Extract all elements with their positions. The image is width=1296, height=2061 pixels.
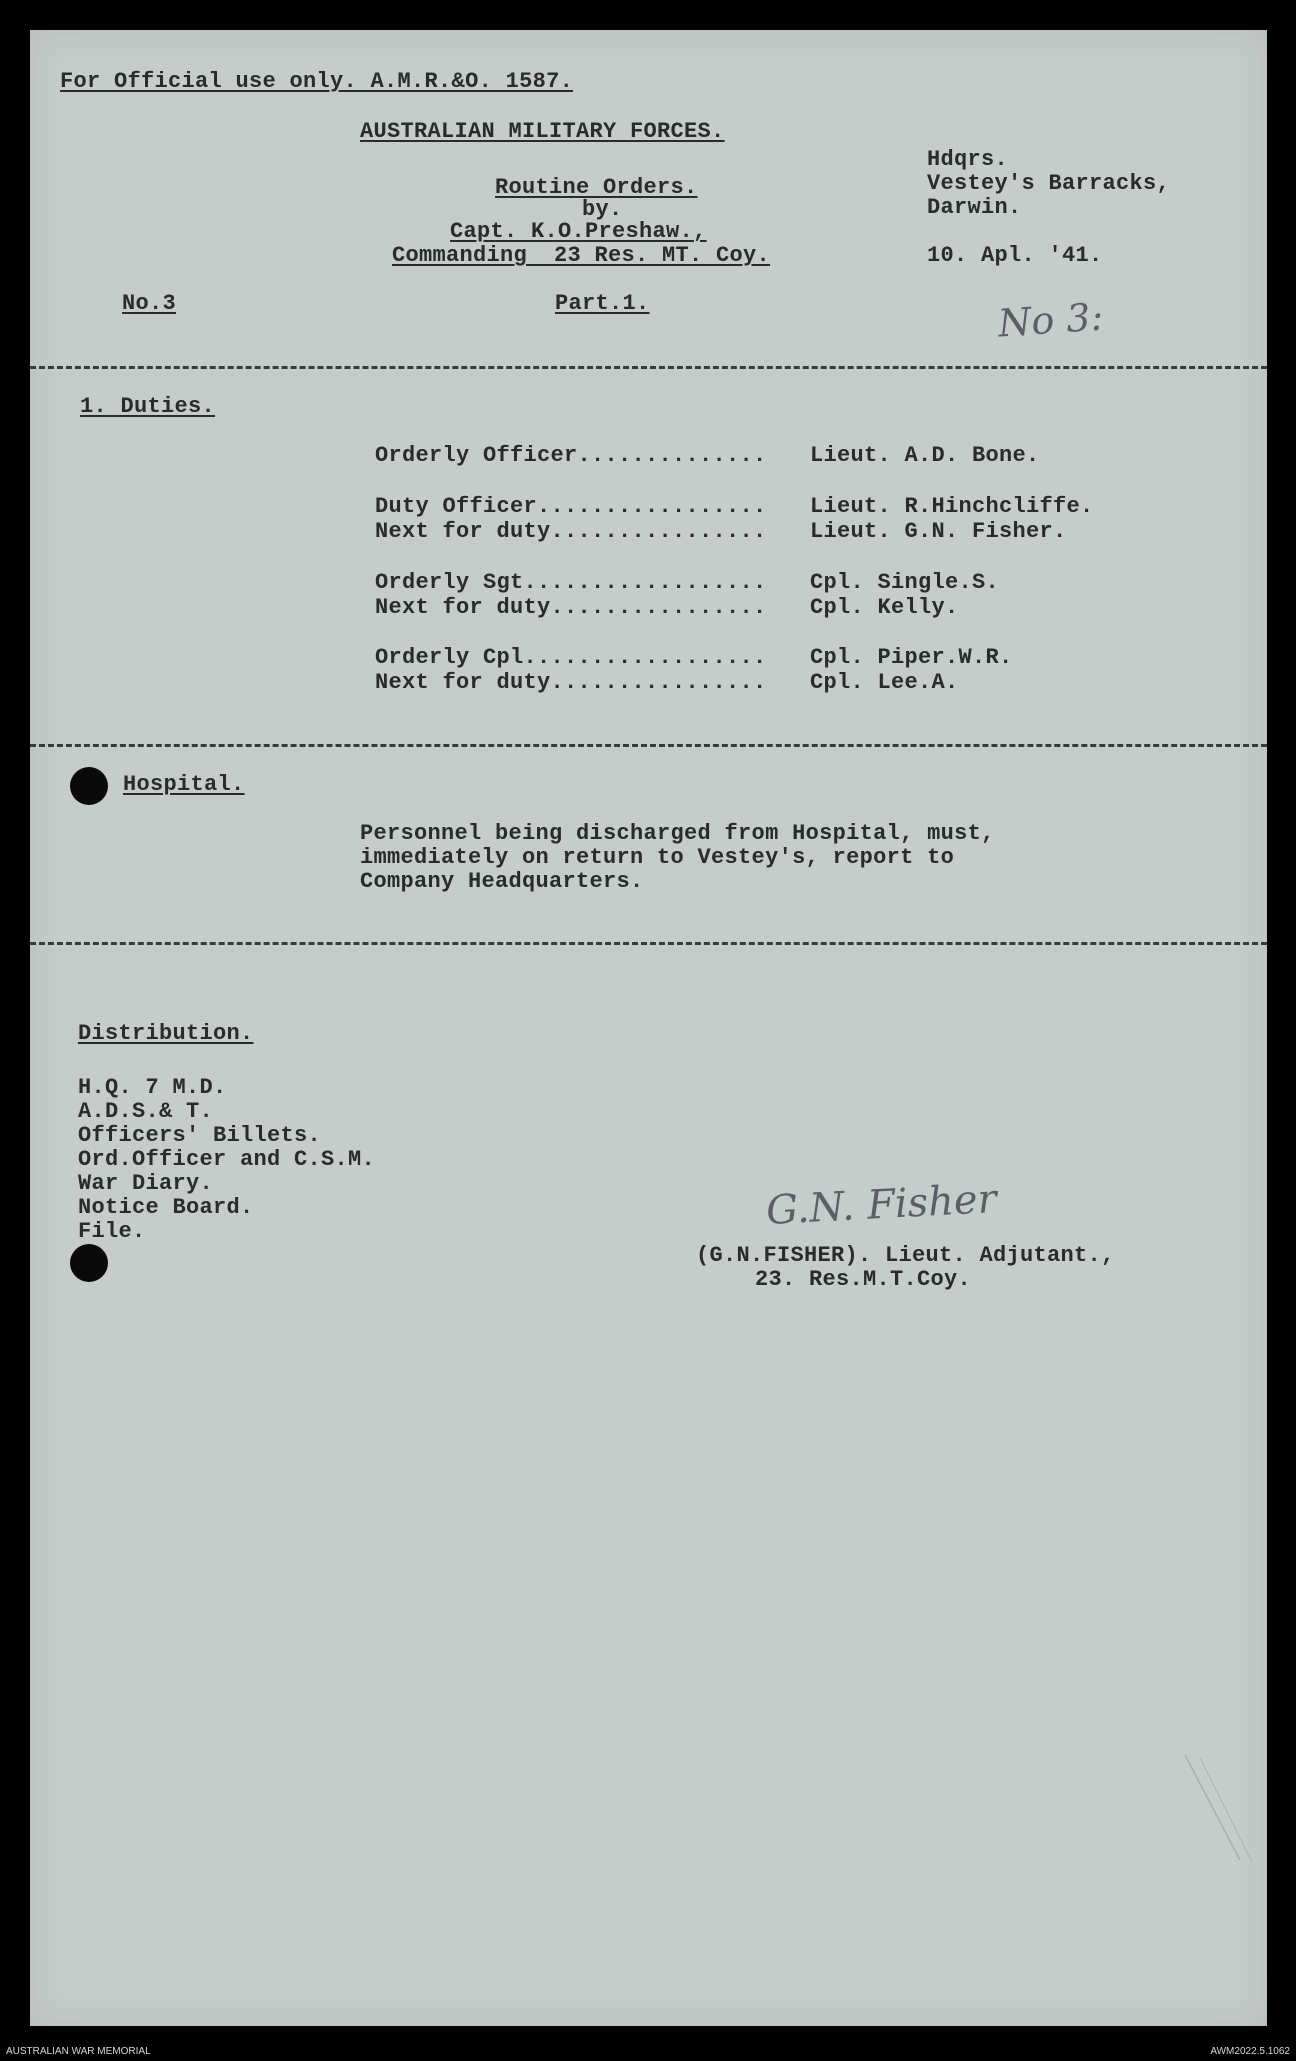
duty-role: Duty Officer................. — [375, 494, 767, 519]
footer-archive-name: AUSTRALIAN WAR MEMORIAL — [6, 2046, 151, 2057]
document-page — [30, 30, 1267, 2026]
paper-crease-mark — [1180, 1750, 1260, 1870]
duty-role: Orderly Sgt.................. — [375, 570, 767, 595]
duty-role: Next for duty................ — [375, 670, 767, 695]
part-number: Part.1. — [555, 291, 650, 316]
duty-name: Lieut. A.D. Bone. — [810, 443, 1040, 468]
order-date: 10. Apl. '41. — [927, 243, 1103, 268]
punch-hole — [70, 767, 108, 805]
duties-heading: 1. Duties. — [80, 394, 216, 419]
signatory-unit: 23. Res.M.T.Coy. — [755, 1267, 972, 1292]
divider-3 — [30, 942, 1267, 945]
distribution-item: H.Q. 7 M.D. — [78, 1075, 227, 1100]
duty-name: Lieut. G.N. Fisher. — [810, 519, 1067, 544]
duty-name: Cpl. Kelly. — [810, 595, 959, 620]
duty-role: Orderly Officer.............. — [375, 443, 767, 468]
forces-heading: AUSTRALIAN MILITARY FORCES. — [360, 119, 725, 144]
distribution-heading: Distribution. — [78, 1021, 254, 1046]
duty-name: Cpl. Piper.W.R. — [810, 645, 1013, 670]
duty-role: Orderly Cpl.................. — [375, 645, 767, 670]
official-use-line: For Official use only. A.M.R.&O. 1587. — [60, 69, 574, 94]
divider-1 — [30, 366, 1267, 369]
hospital-text-line: Personnel being discharged from Hospital, must, — [360, 821, 995, 846]
hq-line-2: Vestey's Barracks, — [927, 171, 1171, 196]
duty-name: Cpl. Lee.A. — [810, 670, 959, 695]
distribution-item: Notice Board. — [78, 1195, 254, 1220]
hospital-text-line: Company Headquarters. — [360, 869, 644, 894]
duty-name: Cpl. Single.S. — [810, 570, 1000, 595]
hq-line-3: Darwin. — [927, 195, 1022, 220]
handwritten-number: No 3: — [996, 294, 1105, 346]
distribution-item: War Diary. — [78, 1171, 214, 1196]
divider-2 — [30, 744, 1267, 747]
distribution-item: File. — [78, 1219, 146, 1244]
captain-name: Capt. K.O.Preshaw., — [450, 219, 707, 244]
hospital-text-line: immediately on return to Vestey's, report to — [360, 845, 955, 870]
footer-reference: AWM2022.5.1062 — [1210, 2046, 1290, 2057]
distribution-item: Ord.Officer and C.S.M. — [78, 1147, 376, 1172]
routine-orders-title: Routine Orders. — [495, 175, 698, 200]
distribution-item: Officers' Billets. — [78, 1123, 322, 1148]
by-label: by. — [582, 197, 623, 222]
distribution-item: A.D.S.& T. — [78, 1099, 214, 1124]
hospital-heading: Hospital. — [123, 772, 245, 797]
commanding-line: Commanding 23 Res. MT. Coy. — [392, 243, 771, 268]
punch-hole — [70, 1244, 108, 1282]
duty-role: Next for duty................ — [375, 595, 767, 620]
order-number: No.3 — [122, 291, 177, 316]
duty-name: Lieut. R.Hinchcliffe. — [810, 494, 1094, 519]
signatory-line: (G.N.FISHER). Lieut. Adjutant., — [696, 1243, 1115, 1268]
duty-role: Next for duty................ — [375, 519, 767, 544]
signature: G.N. Fisher — [764, 1175, 998, 1235]
hq-line-1: Hdqrs. — [927, 147, 1009, 172]
